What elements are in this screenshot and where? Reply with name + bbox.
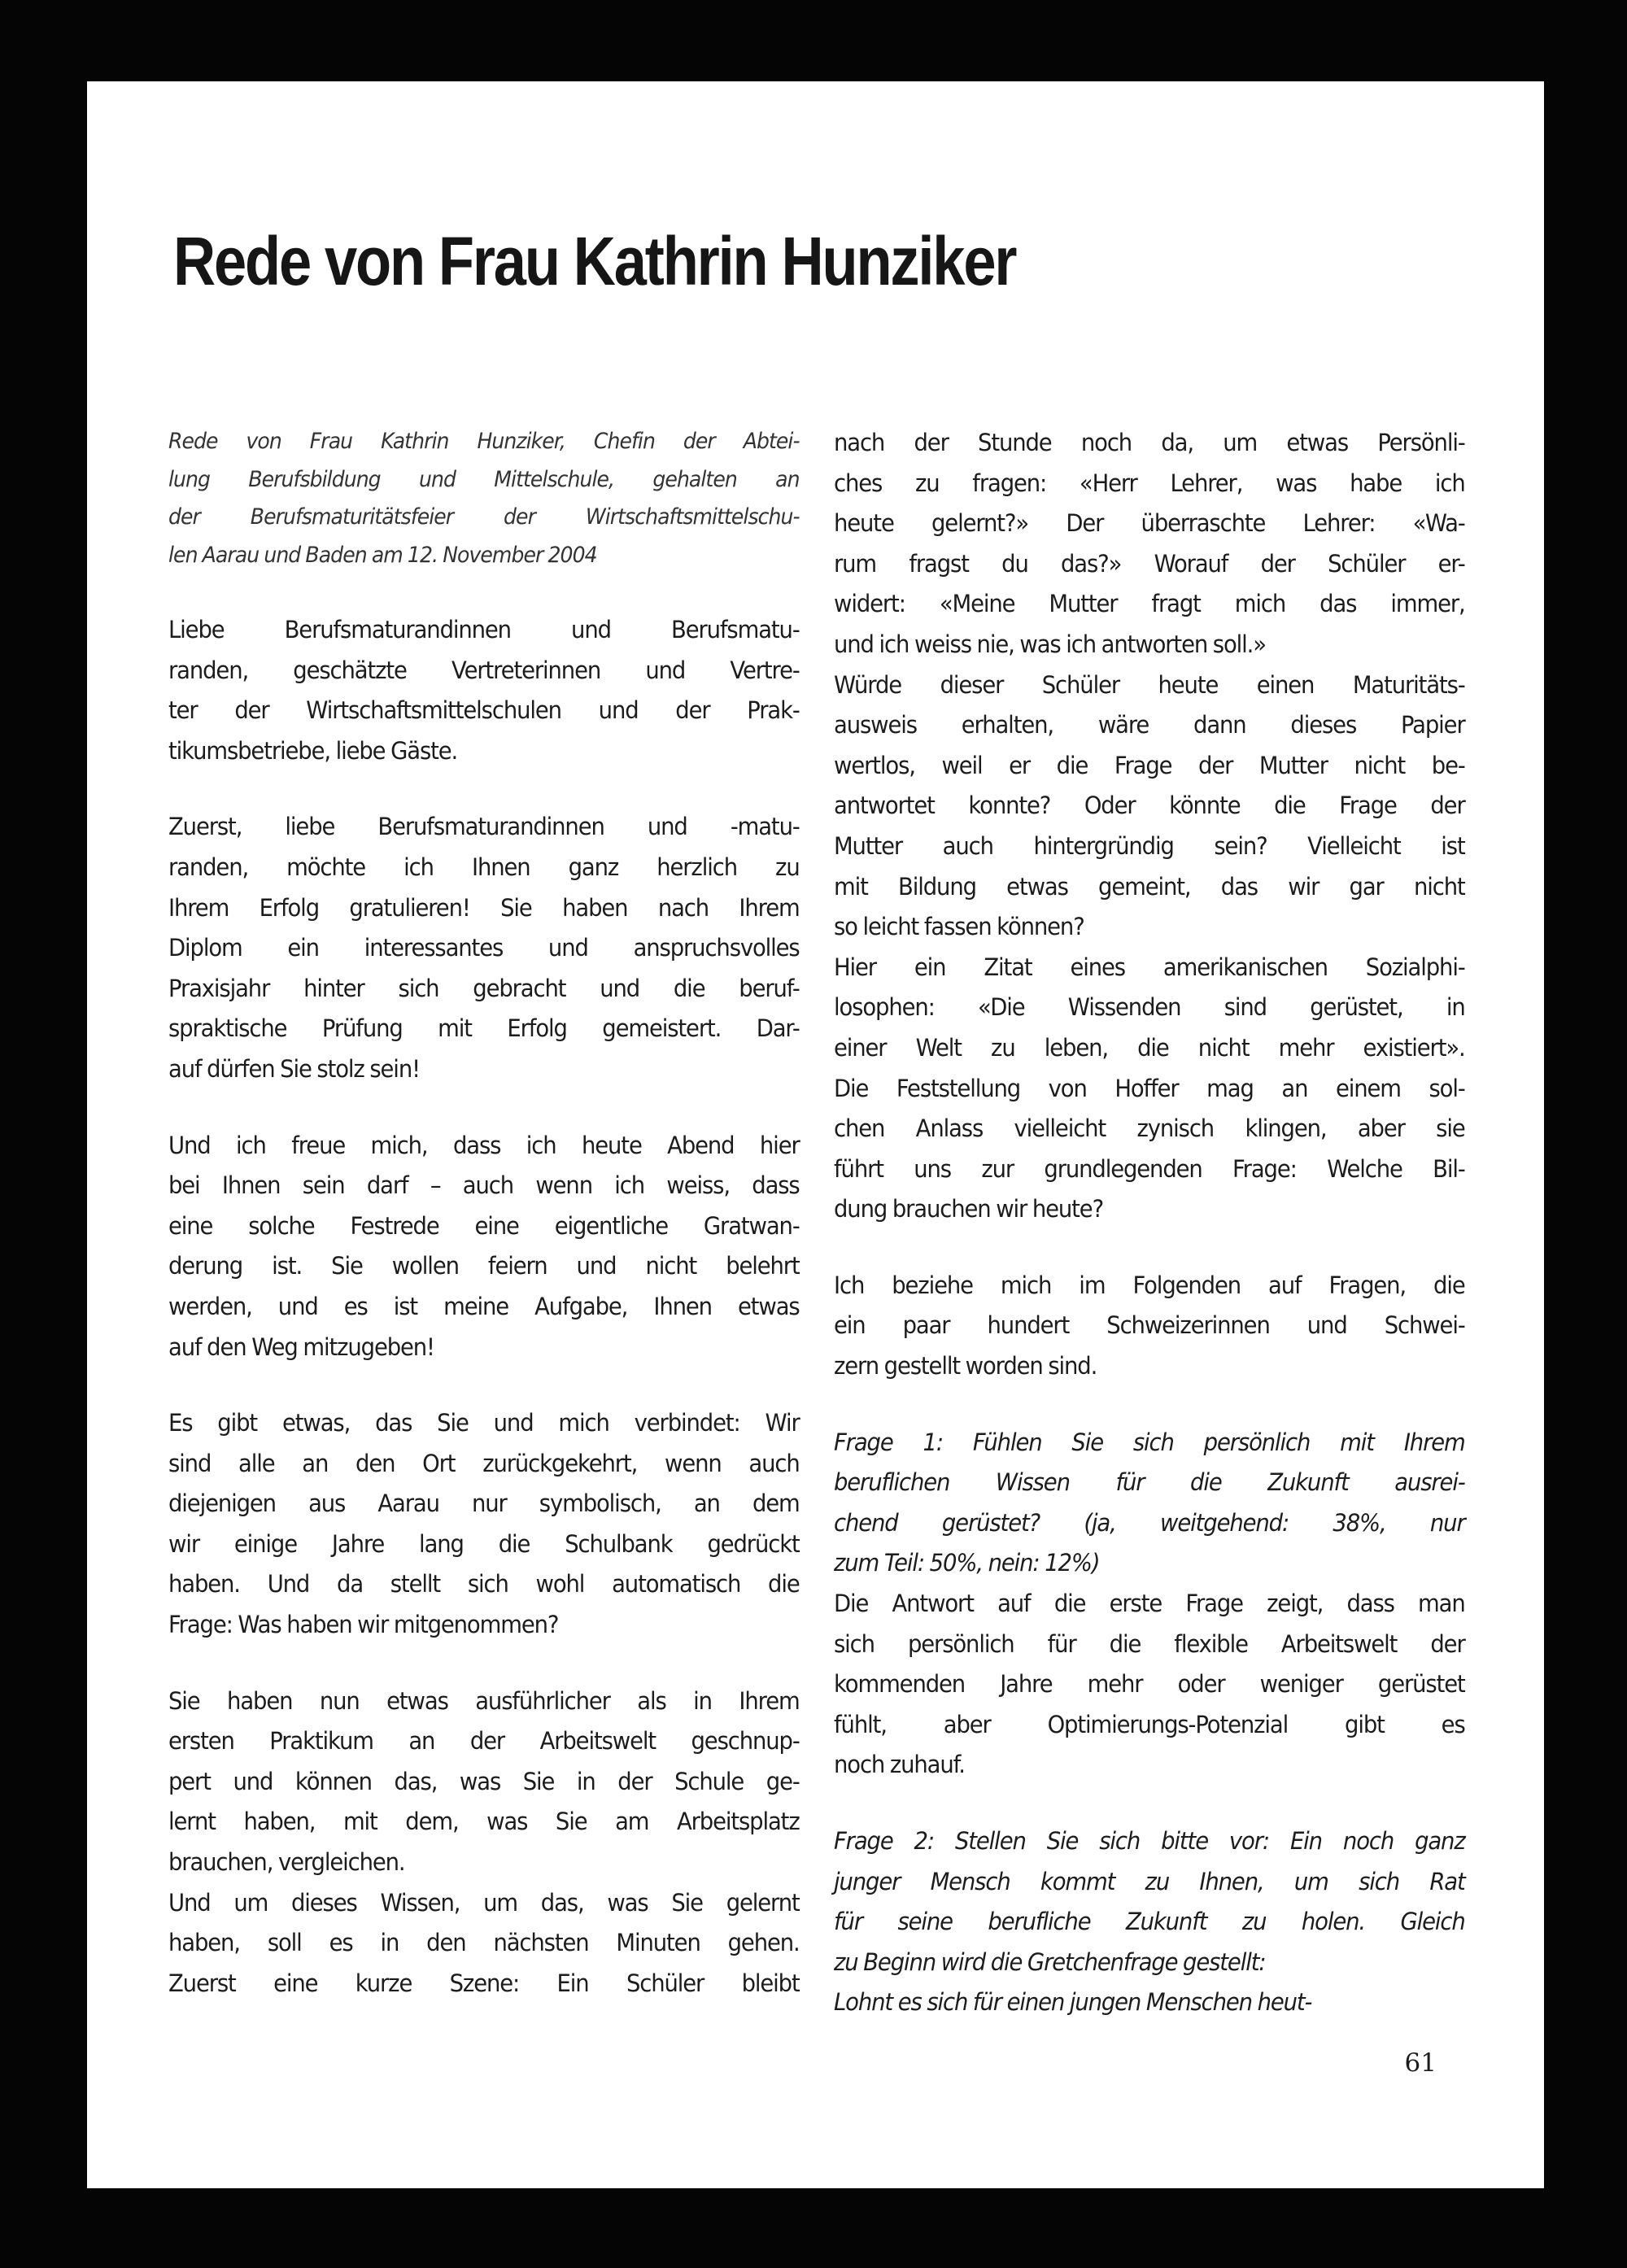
body-paragraph — [168, 807, 800, 1089]
text-line: widert: «Meine Mutter fragt mich das immer, — [834, 590, 1465, 618]
paragraph-gap — [834, 1786, 1465, 1821]
text-line: rum fragst du das?» Worauf der Schüler er- — [834, 549, 1465, 578]
text-line: zu Beginn wird die Gretchenfrage gestellt: — [834, 1947, 1266, 1976]
paragraph-gap — [168, 574, 800, 610]
text-line: Rede von Frau Kathrin Hunziker, Chefin der Abtei- — [168, 429, 800, 454]
text-line: Liebe Berufsmaturandinnen und Berufsmatu- — [168, 616, 800, 643]
text-line: randen, möchte ich Ihnen ganz herzlich zu — [168, 853, 800, 881]
survey-question-1 — [834, 1423, 1465, 1584]
text-line: junger Mensch kommt zu Ihnen, um sich Rat — [834, 1867, 1465, 1895]
text-line: wertlos, weil er die Frage der Mutter nicht be- — [834, 751, 1465, 779]
paragraph-gap — [168, 1646, 800, 1681]
text-line: Frage: Was haben wir mitgenommen? — [168, 1611, 559, 1639]
text-line: tikumsbetriebe, liebe Gäste. — [168, 736, 458, 765]
text-line: derung ist. Sie wollen feiern und nicht belehrt — [168, 1252, 800, 1280]
text-line: Und ich freue mich, dass ich heute Abend hier — [168, 1131, 800, 1159]
text-line: Sie haben nun etwas ausführlicher als in Ihrem — [168, 1686, 800, 1715]
right-column — [834, 423, 1465, 2023]
text-line: so leicht fassen können? — [834, 913, 1084, 941]
text-line: führt uns zur grundlegenden Frage: Welche Bil- — [834, 1154, 1465, 1183]
text-line: bei Ihnen sein darf – auch wenn ich weiss, dass — [168, 1171, 800, 1200]
text-line: zum Teil: 50%, nein: 12%) — [834, 1549, 1100, 1577]
page-title: Rede von Frau Kathrin Hunziker — [173, 223, 1016, 299]
text-line: haben. Und da stellt sich wohl automatisch die — [168, 1570, 800, 1599]
text-line: Würde dieser Schüler heute einen Maturitäts- — [834, 670, 1465, 699]
text-line: spraktische Prüfung mit Erfolg gemeistert. Dar- — [168, 1014, 800, 1043]
text-line: noch zuhauf. — [834, 1751, 965, 1779]
intro-paragraph — [168, 423, 800, 574]
text-line: zern gestellt worden sind. — [834, 1352, 1097, 1380]
paragraph-gap — [168, 1090, 800, 1126]
text-line: Zuerst eine kurze Szene: Ein Schüler bleibt — [168, 1969, 800, 1997]
survey-question-2 — [834, 1821, 1465, 2023]
text-line: losophen: «Die Wissenden sind gerüstet, in — [834, 993, 1465, 1022]
paragraph-gap — [834, 1387, 1465, 1423]
body-paragraph — [168, 610, 800, 771]
paragraph-gap — [168, 1367, 800, 1403]
text-line: ter der Wirtschaftsmittelschulen und der Prak- — [168, 696, 800, 725]
text-line: Frage 2: Stellen Sie sich bitte vor: Ein noch ganz — [834, 1827, 1465, 1855]
body-paragraph — [834, 948, 1465, 1230]
body-paragraph — [168, 1403, 800, 1646]
text-line: Mutter auch hintergründig sein? Vielleicht ist — [834, 831, 1465, 860]
text-line: Die Antwort auf die erste Frage zeigt, dass man — [834, 1590, 1465, 1618]
body-paragraph — [834, 1584, 1465, 1786]
text-line: sind alle an den Ort zurückgekehrt, wenn auch — [168, 1449, 800, 1477]
text-line: wir einige Jahre lang die Schulbank gedrückt — [168, 1529, 800, 1558]
body-paragraph — [168, 1883, 800, 2004]
text-line: pert und können das, was Sie in der Schule ge- — [168, 1767, 800, 1795]
text-line: Ich beziehe mich im Folgenden auf Fragen, die — [834, 1271, 1465, 1299]
text-line: ches zu fragen: «Herr Lehrer, was habe ich — [834, 469, 1465, 497]
text-line: len Aarau und Baden am 12. November 2004 — [168, 542, 597, 568]
text-line: einer Welt zu leben, die nicht mehr existiert». — [834, 1033, 1465, 1062]
text-line: Die Feststellung von Hoffer mag an einem sol- — [834, 1074, 1465, 1102]
text-line: Es gibt etwas, das Sie und mich verbindet: Wir — [168, 1409, 800, 1437]
left-column — [168, 423, 800, 2004]
body-paragraph — [834, 423, 1465, 665]
body-paragraph — [168, 1681, 800, 1883]
text-line: ein paar hundert Schweizerinnen und Schwei- — [834, 1311, 1465, 1340]
text-line: chend gerüstet? (ja, weitgehend: 38%, nur — [834, 1508, 1465, 1537]
text-line: kommenden Jahre mehr oder weniger gerüstet — [834, 1670, 1465, 1699]
text-line: mit Bildung etwas gemeint, das wir gar nicht — [834, 872, 1465, 901]
text-line: Hier ein Zitat eines amerikanischen Sozialphi- — [834, 953, 1465, 981]
text-line: dung brauchen wir heute? — [834, 1195, 1104, 1223]
body-paragraph — [168, 1126, 800, 1368]
text-line: brauchen, vergleichen. — [168, 1848, 405, 1877]
text-line: Und um dieses Wissen, um das, was Sie gelernt — [168, 1888, 800, 1917]
text-line: auf dürfen Sie stolz sein! — [168, 1054, 420, 1083]
text-line: heute gelernt?» Der überraschte Lehrer: «Wa- — [834, 509, 1465, 538]
body-paragraph — [834, 1266, 1465, 1387]
text-line: und ich weiss nie, was ich antworten soll.» — [834, 630, 1266, 658]
text-line: Diplom ein interessantes und anspruchsvolles — [168, 934, 800, 962]
text-line: Ihrem Erfolg gratulieren! Sie haben nach Ihrem — [168, 893, 800, 922]
text-line: ersten Praktikum an der Arbeitswelt geschnup- — [168, 1727, 800, 1756]
text-line: antwortet konnte? Oder könnte die Frage der — [834, 792, 1465, 820]
text-line: sich persönlich für die flexible Arbeitswelt der — [834, 1629, 1465, 1658]
text-line: Zuerst, liebe Berufsmaturandinnen und -matu- — [168, 813, 800, 841]
text-line: Lohnt es sich für einen jungen Menschen heut- — [834, 1988, 1312, 2017]
text-line: lernt haben, mit dem, was Sie am Arbeitsplatz — [168, 1808, 800, 1836]
text-line: der Berufsmaturitätsfeier der Wirtschaftsmittelschu- — [168, 504, 800, 530]
text-line: haben, soll es in den nächsten Minuten gehen. — [168, 1929, 800, 1957]
text-line: Frage 1: Fühlen Sie sich persönlich mit Ihrem — [834, 1428, 1465, 1456]
text-line: Praxisjahr hinter sich gebracht und die beruf- — [168, 974, 800, 1002]
text-line: nach der Stunde noch da, um etwas Persönli- — [834, 429, 1465, 456]
text-line: für seine berufliche Zukunft zu holen. Gleich — [834, 1908, 1465, 1936]
text-line: diejenigen aus Aarau nur symbolisch, an dem — [168, 1489, 800, 1518]
text-line: auf den Weg mitzugeben! — [168, 1332, 434, 1361]
paragraph-gap — [834, 1230, 1465, 1266]
paragraph-gap — [168, 771, 800, 807]
text-line: lung Berufsbildung und Mittelschule, gehalten an — [168, 466, 800, 492]
text-line: randen, geschätzte Vertreterinnen und Vertre- — [168, 656, 800, 684]
text-line: ausweis erhalten, wäre dann dieses Papier — [834, 711, 1465, 739]
body-paragraph — [834, 665, 1465, 948]
text-line: fühlt, aber Optimierungs-Potenzial gibt es — [834, 1710, 1465, 1738]
page-number: 61 — [1404, 2048, 1437, 2078]
document-page — [87, 81, 1544, 2188]
text-line: eine solche Festrede eine eigentliche Gratwan- — [168, 1211, 800, 1240]
text-line: werden, und es ist meine Aufgabe, Ihnen etwas — [168, 1292, 800, 1320]
text-line: chen Anlass vielleicht zynisch klingen, aber sie — [834, 1114, 1465, 1143]
text-line: beruflichen Wissen für die Zukunft ausrei- — [834, 1468, 1465, 1497]
